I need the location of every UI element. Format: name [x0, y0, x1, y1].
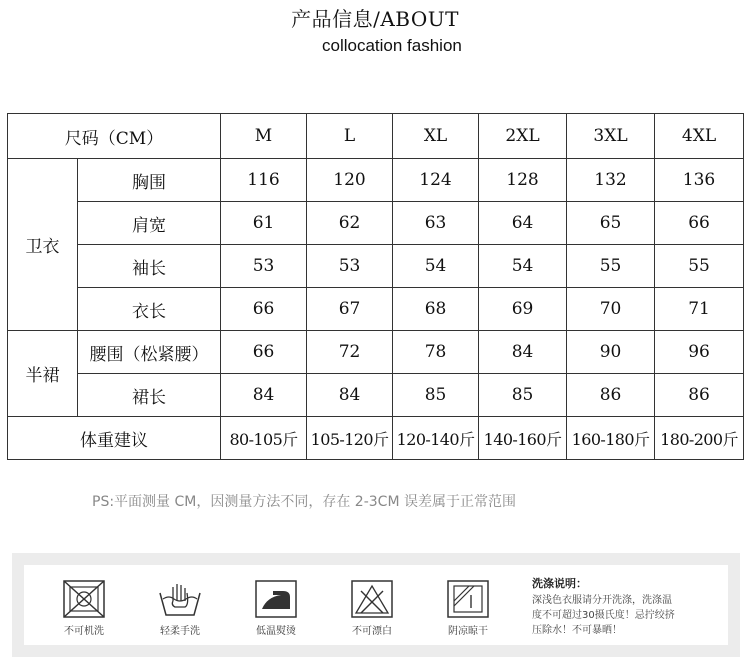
measurement-note: PS:平面测量 CM，因测量方法不同，存在 2-3CM 误差属于正常范围 [92, 494, 516, 510]
table-cell: 66 [221, 288, 307, 331]
washing-notes-title: 洗涤说明： [532, 577, 587, 590]
table-cell: 136 [655, 159, 744, 202]
table-cell: 85 [393, 374, 479, 417]
table-cell: 61 [221, 202, 307, 245]
care-item-shade-dry [428, 565, 508, 637]
measure-label: 袖长 [78, 245, 221, 288]
measure-label: 胸围 [78, 159, 221, 202]
care-instructions-card [24, 565, 728, 645]
table-cell: 128 [479, 159, 567, 202]
table-row [8, 159, 744, 202]
measure-label: 肩宽 [78, 202, 221, 245]
no-bleach-icon [349, 579, 395, 619]
weight-cell: 160-180斤 [567, 417, 655, 460]
hand-wash-icon [157, 579, 203, 619]
care-label: 不可机洗 [64, 626, 104, 637]
weight-cell: 180-200斤 [655, 417, 744, 460]
care-item-hand-wash [140, 565, 220, 637]
page-title: 产品信息/ABOUT [291, 7, 459, 31]
washing-notes-text [532, 593, 722, 638]
table-cell: 90 [567, 331, 655, 374]
table-cell: 64 [479, 202, 567, 245]
weight-cell: 80-105斤 [221, 417, 307, 460]
table-cell: 67 [307, 288, 393, 331]
measure-label: 腰围（松紧腰） [78, 331, 221, 374]
group-label-skirt: 半裙 [8, 331, 78, 417]
low-temp-iron-icon [253, 579, 299, 619]
table-row [8, 202, 744, 245]
table-cell: 62 [307, 202, 393, 245]
weight-cell: 105-120斤 [307, 417, 393, 460]
table-cell: 96 [655, 331, 744, 374]
measure-label: 裙长 [78, 374, 221, 417]
care-instructions-panel [12, 553, 740, 657]
weight-cell: 120-140斤 [393, 417, 479, 460]
size-column-header: M [221, 114, 307, 159]
care-item-no-bleach [332, 565, 412, 637]
size-header-row [8, 114, 744, 159]
table-cell: 63 [393, 202, 479, 245]
table-cell: 71 [655, 288, 744, 331]
table-cell: 55 [655, 245, 744, 288]
size-header-label: 尺码（CM） [8, 114, 221, 159]
table-row [8, 331, 744, 374]
table-cell: 53 [221, 245, 307, 288]
table-row [8, 245, 744, 288]
care-item-low-temp-iron [236, 565, 316, 637]
table-cell: 86 [567, 374, 655, 417]
weight-label: 体重建议 [8, 417, 221, 460]
table-cell: 54 [393, 245, 479, 288]
table-cell: 86 [655, 374, 744, 417]
table-row [8, 288, 744, 331]
size-column-header: 4XL [655, 114, 744, 159]
table-cell: 68 [393, 288, 479, 331]
table-cell: 78 [393, 331, 479, 374]
table-cell: 66 [655, 202, 744, 245]
table-row [8, 374, 744, 417]
table-row [8, 417, 744, 460]
page-subtitle: collocation fashion [322, 36, 462, 55]
table-cell: 54 [479, 245, 567, 288]
washing-notes [532, 575, 722, 638]
table-cell: 55 [567, 245, 655, 288]
table-cell: 53 [307, 245, 393, 288]
weight-cell: 140-160斤 [479, 417, 567, 460]
size-table [7, 113, 744, 460]
table-cell: 120 [307, 159, 393, 202]
washing-notes-line: 压除水！不可暴晒！ [532, 625, 622, 636]
care-item-no-machine-wash [44, 565, 124, 637]
table-cell: 116 [221, 159, 307, 202]
table-cell: 84 [307, 374, 393, 417]
size-column-header: 2XL [479, 114, 567, 159]
size-column-header: L [307, 114, 393, 159]
group-label-hoodie: 卫衣 [8, 159, 78, 331]
size-column-header: 3XL [567, 114, 655, 159]
care-label: 阴凉晾干 [448, 626, 488, 637]
table-cell: 70 [567, 288, 655, 331]
table-cell: 124 [393, 159, 479, 202]
no-machine-wash-icon [61, 579, 107, 619]
table-cell: 66 [221, 331, 307, 374]
size-column-header: XL [393, 114, 479, 159]
table-cell: 84 [221, 374, 307, 417]
washing-notes-line: 度不可超过30摄氏度！忌拧绞挤 [532, 610, 675, 621]
shade-dry-icon [445, 579, 491, 619]
table-cell: 132 [567, 159, 655, 202]
table-cell: 65 [567, 202, 655, 245]
table-cell: 72 [307, 331, 393, 374]
care-label: 轻柔手洗 [160, 626, 200, 637]
care-label: 不可漂白 [352, 626, 392, 637]
care-label: 低温熨烫 [256, 626, 296, 637]
measure-label: 衣长 [78, 288, 221, 331]
washing-notes-line: 深浅色衣服请分开洗涤，洗涤温 [532, 595, 672, 606]
table-cell: 84 [479, 331, 567, 374]
table-cell: 69 [479, 288, 567, 331]
table-cell: 85 [479, 374, 567, 417]
